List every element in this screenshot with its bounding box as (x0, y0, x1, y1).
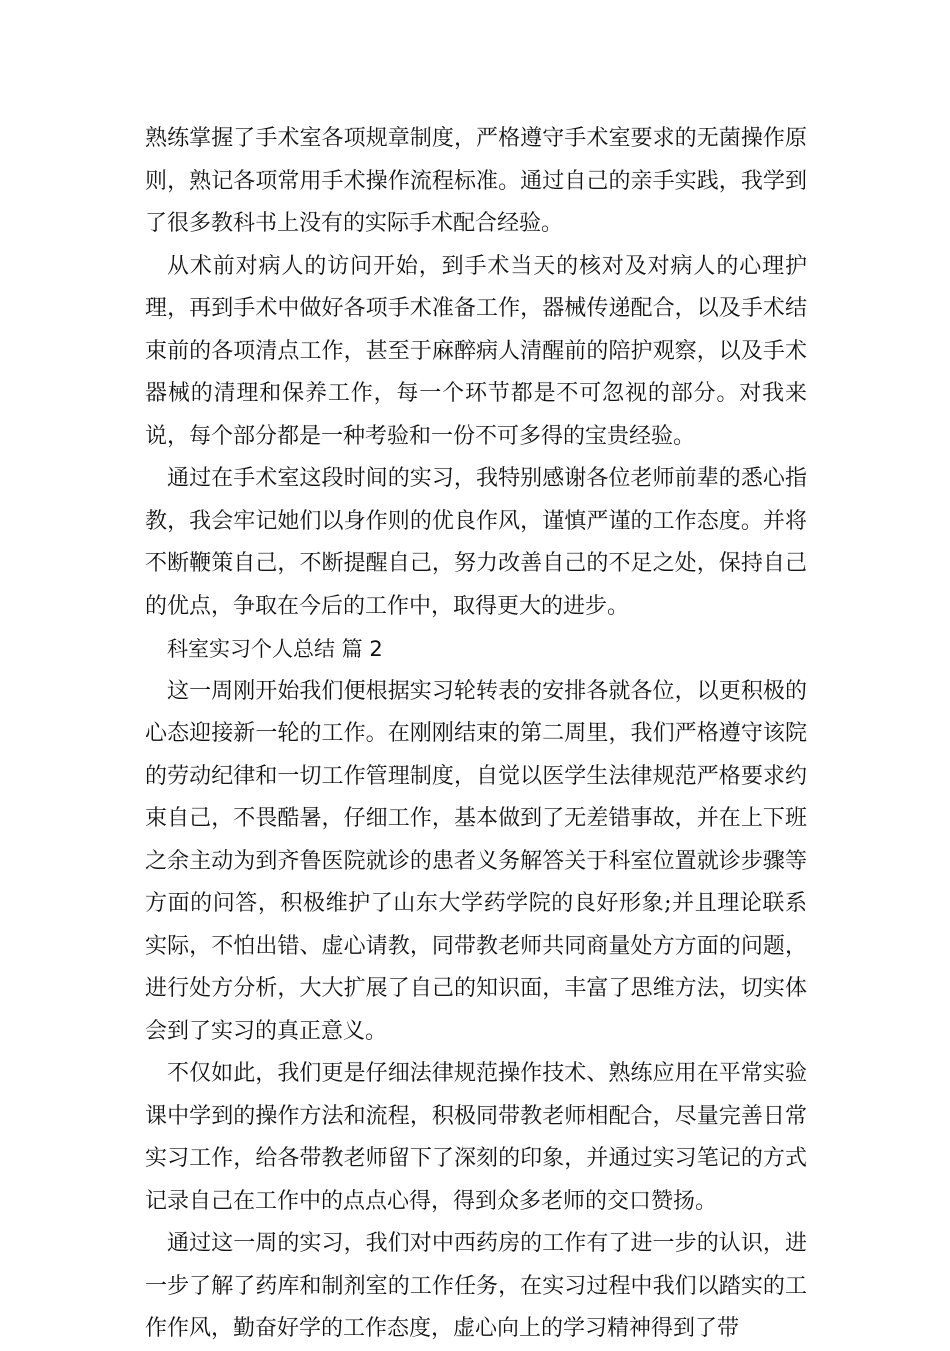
paragraph-1: 熟练掌握了手术室各项规章制度，严格遵守手术室要求的无菌操作原则，熟记各项常用手术操作流程标准。通过自己的亲手实践，我学到了很多教科书上没有的实际手术配合经验。 (145, 126, 807, 236)
paragraph-3: 通过在手术室这段时间的实习，我特别感谢各位老师前辈的悉心指教，我会牢记她们以身作则的优良作风，谨慎严谨的工作态度。并将不断鞭策自己，不断提醒自己，努力改善自己的不足之处，保持自己的优点，争取在今后的工作中，取得更大的进步。 (145, 466, 807, 619)
section-paragraph-2: 不仅如此，我们更是仔细法律规范操作技术、熟练应用在平常实验课中学到的操作方法和流程，积极同带教老师相配合，尽量完善日常实习工作，给各带教老师留下了深刻的印象，并通过实习笔记的方式记录自己在工作中的点点心得，得到众多老师的交口赞扬。 (145, 1061, 807, 1214)
section-paragraph-3: 通过这一周的实习，我们对中西药房的工作有了进一步的认识，进一步了解了药库和制剂室的工作任务，在实习过程中我们以踏实的工作作风，勤奋好学的工作态度，虚心向上的学习精神得到了带 (145, 1231, 807, 1341)
paragraph-2: 从术前对病人的访问开始，到手术当天的核对及对病人的心理护理，再到手术中做好各项手术准备工作，器械传递配合，以及手术结束前的各项清点工作，甚至于麻醉病人清醒前的陪护观察，以及手术器械的清理和保养工作，每一个环节都是不可忽视的部分。对我来说，每个部分都是一种考验和一份不可多得的宝贵经验。 (145, 253, 807, 449)
document-page (145, 118, 807, 1351)
section-paragraph-1: 这一周刚开始我们便根据实习轮转表的安排各就各位，以更积极的心态迎接新一轮的工作。在刚刚结束的第二周里，我们严格遵守该院的劳动纪律和一切工作管理制度，自觉以医学生法律规范严格要求约束自己，不畏酷暑，仔细工作，基本做到了无差错事故，并在上下班之余主动为到齐鲁医院就诊的患者义务解答关于科室位置就诊步骤等方面的问答，积极维护了山东大学药学院的良好形象;并且理论联系实际，不怕出错、虚心请教，同带教老师共同商量处方方面的问题，进行处方分析，大大扩展了自己的知识面，丰富了思维方法，切实体会到了实习的真正意义。 (145, 678, 807, 1044)
section-heading: 科室实习个人总结 篇 2 (167, 637, 383, 661)
